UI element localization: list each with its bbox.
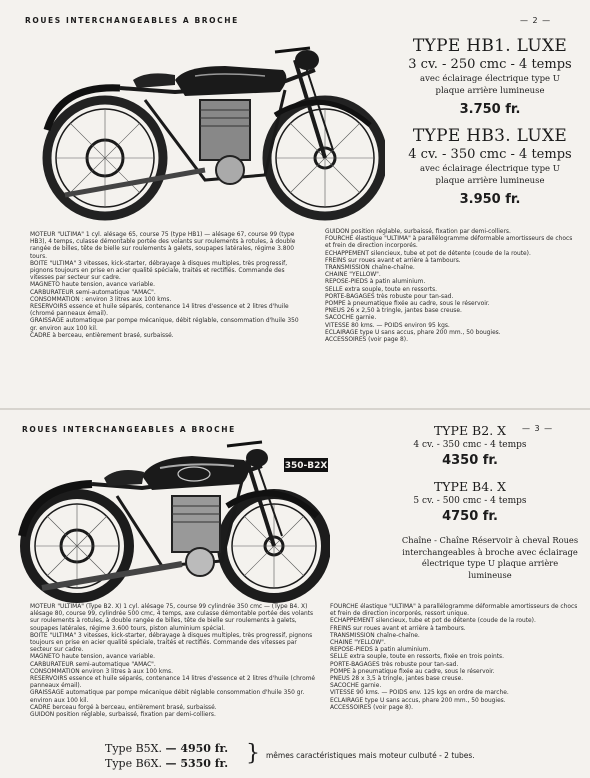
- page2-specs-left: [30, 604, 320, 719]
- motorcycle-bx-illustration: [12, 436, 330, 604]
- page2-header: ROUES INTERCHANGEABLES A BROCHE: [22, 425, 236, 434]
- page2-specs-right: [330, 604, 582, 712]
- model-price: 3.750 fr.: [459, 102, 521, 118]
- spec-line: SACOCHE garnie.: [325, 315, 377, 322]
- page1-number: — 2 —: [520, 16, 552, 25]
- model-spec: 4 cv. - 350 cmc - 4 temps: [413, 440, 527, 451]
- spec-line: ECHAPPEMENT silencieux, tube et pot de détente (coude de la route).: [330, 618, 536, 625]
- spec-line: BOITE "ULTIMA" 3 vitesses, kick-starter, débrayage à disques multiples, très progressif, pignons toujours en prise en acier qualité spéciale, traités et rectifiés. Commande des vitesses par secteur sur cadre.: [30, 260, 288, 282]
- licence-plate: 350-B2X: [284, 461, 328, 471]
- spec-line: CADRE à berceau, entièrement brasé, surbaissé.: [30, 332, 174, 339]
- page2-model1: [380, 424, 560, 468]
- variant-b5x-price: — 4950 fr.: [165, 742, 229, 755]
- spec-line: MOTEUR "ULTIMA" 1 cyl. alésage 65, course 75 (type HB1) — alésage 67, course 99 (type HB3), 4 temps, culasse démontable portée des volants sur roulements à rotules, à double rangée de billes, tête de bielle sur roulements à galets, soupapes latérales, régime 3.800 tours.: [30, 232, 296, 260]
- spec-line: GRAISSAGE automatique par pompe mécanique débit réglable consommation d'huile 350 gr. environ aux 100 kil.: [30, 690, 305, 704]
- spec-line: CARBURATEUR semi-automatique "AMAC".: [30, 661, 156, 668]
- spec-line: CADRE berceau forgé à berceau, entièrement brasé, surbaissé.: [30, 704, 217, 711]
- model-spec: 3 cv. - 250 cmc - 4 temps: [408, 56, 572, 72]
- model-spec: 4 cv. - 350 cmc - 4 temps: [408, 146, 572, 162]
- spec-line: GRAISSAGE automatique par pompe mécanique, débit réglable, consommation d'huile 350 gr. environ aux 100 kil.: [30, 318, 299, 332]
- page1-header: ROUES INTERCHANGEABLES A BROCHE: [25, 16, 239, 25]
- page-fold-divider: [0, 408, 590, 410]
- spec-line: FOURCHE élastique "ULTIMA" à parallélogramme déformable amortisseurs de chocs et frein de direction incorporés, ressort unique.: [330, 604, 578, 618]
- page2-model2: [380, 480, 560, 524]
- page1-specs-left: [30, 232, 300, 340]
- spec-line: VITESSE 90 kms. — POIDS env. 125 kgs en ordre de marche.: [330, 690, 509, 697]
- spec-line: ACCESSOIRES (voir page 8).: [330, 704, 413, 711]
- spec-line: PNEUS 26 x 2,50 à tringle, jantes base creuse.: [325, 308, 462, 315]
- spec-line: REPOSE-PIEDS à patin aluminium.: [325, 279, 426, 286]
- model-title: TYPE B2. X: [433, 423, 507, 438]
- spec-line: CHAINE "YELLOW".: [330, 640, 386, 647]
- spec-line: POMPE à pneumatique fixée au cadre, sous le réservoir.: [325, 301, 490, 308]
- spec-line: ECLAIRAGE type U sans accus, phare 200 mm., 50 bougies.: [325, 329, 501, 336]
- spec-line: MOTEUR "ULTIMA" (Type B2. X) 1 cyl. alésage 75, course 99 cylindrée 350 cmc — (Type B4. X) alésage 80, course 99, cylindrée 500 cmc, 4 temps, axe culasse démontable portée des volants sur roulements à rotules, à double rangée de billes, tête de bielle sur roulements à galets, soupapes latérales, régime 3.600 tours, piston aluminium spécial.: [30, 604, 314, 632]
- model-title: TYPE B4. X: [433, 479, 507, 494]
- spec-line: ACCESSOIRES (voir page 8).: [325, 337, 408, 344]
- spec-line: MAGNETO haute tension, avance variable.: [30, 654, 155, 661]
- variant-b5x-label: Type B5X.: [105, 742, 163, 755]
- page2-footer-note: mêmes caractéristiques mais moteur culbuté - 2 tubes.: [266, 751, 475, 760]
- spec-line: TRANSMISSION chaîne-chaîne.: [330, 632, 420, 639]
- spec-line: TRANSMISSION chaîne-chaîne.: [325, 265, 415, 272]
- model-price: 4750 fr.: [442, 509, 498, 525]
- spec-line: GUIDON position réglable, surbaissé, fixation par demi-colliers.: [30, 712, 216, 719]
- spec-line: CARBURATEUR semi-automatique "AMAC".: [30, 289, 156, 296]
- spec-line: SELLE extra souple, toute en ressorts.: [325, 286, 438, 293]
- spec-line: BOITE "ULTIMA" 3 vitesses, kick-starter, débrayage à disques multiples, très progressif, pignons toujours en prise en acier qualité spéciale, traités et rectifiés. Commande des vitesses par secteur sur cadre.: [30, 632, 313, 654]
- spec-line: CHAINE "YELLOW".: [325, 272, 381, 279]
- spec-line: FREINS sur roues avant et arrière à tambours.: [330, 625, 466, 632]
- spec-line: FREINS sur roues avant et arrière à tambours.: [325, 257, 461, 264]
- model-price: 4350 fr.: [442, 453, 498, 469]
- spec-line: FOURCHE élastique "ULTIMA" à parallélogramme déformable amortisseurs de chocs et frein de direction incorporés.: [325, 236, 573, 250]
- spec-line: CONSOMMATION environ 3 litres à aux 100 kms.: [30, 668, 173, 675]
- variant-b6x-price: — 5350 fr.: [165, 757, 229, 770]
- model-title: TYPE HB3. LUXE: [412, 126, 568, 146]
- model-spec: 5 cv. - 500 cmc - 4 temps: [413, 496, 527, 507]
- spec-line: SELLE extra souple, toute en ressorts, fixée en trois points.: [330, 654, 504, 661]
- model-lighting: avec éclairage électrique type U plaque arrière lumineuse: [420, 74, 560, 96]
- spec-line: PNEUS 28 x 3,5 à tringle, jantes base creuse.: [330, 676, 464, 683]
- model-price: 3.950 fr.: [459, 192, 521, 208]
- spec-line: VITESSE 80 kms. — POIDS environ 95 kgs.: [325, 322, 450, 329]
- spec-line: RESERVOIRS essence et huile séparés, contenance 14 litres d'essence et 2 litres d'huile (chromé panneaux émail).: [30, 676, 316, 690]
- model-title: TYPE HB1. LUXE: [412, 36, 568, 56]
- spec-line: ECHAPPEMENT silencieux, tube et pot de détente (coude de la route).: [325, 250, 531, 257]
- page1-model2: [395, 128, 585, 207]
- footer-brace: }: [246, 741, 260, 766]
- spec-line: PORTE-BAGAGES très robuste pour tan-sad.: [325, 293, 454, 300]
- spec-line: POMPE à pneumatique fixée au cadre, sous le réservoir.: [330, 668, 495, 675]
- page1-model1: [395, 38, 585, 117]
- spec-line: REPOSE-PIEDS à patin aluminium.: [330, 647, 431, 654]
- spec-line: MAGNETO haute tension, avance variable.: [30, 282, 155, 289]
- spec-line: PORTE-BAGAGES très robuste pour tan-sad.: [330, 661, 459, 668]
- spec-line: CONSOMMATION : environ 3 litres aux 100 kms.: [30, 296, 172, 303]
- spec-line: SACOCHE garnie.: [330, 683, 382, 690]
- page2-number: — 3 —: [522, 424, 554, 433]
- page2-footer-variants: [105, 741, 245, 771]
- model-lighting: avec éclairage électrique type U plaque arrière lumineuse: [420, 164, 560, 186]
- spec-line: GUIDON position réglable, surbaissé, fixation par demi-colliers.: [325, 229, 511, 235]
- spec-line: RESERVOIRS essence et huile séparés, contenance 14 litres d'essence et 2 litres d'huile (chromé panneaux émail).: [30, 304, 289, 318]
- variant-b6x-label: Type B6X.: [105, 757, 163, 770]
- motorcycle-hb-illustration: [25, 30, 385, 226]
- page2-features: Chaîne - Chaîne Réservoir à cheval Roues interchangeables à broche avec éclairage électrique type U plaque arrière lumineuse: [401, 535, 579, 580]
- page1-specs-right: [325, 229, 580, 344]
- spec-line: ECLAIRAGE type U sans accus, phare 200 mm., 50 bougies.: [330, 697, 506, 704]
